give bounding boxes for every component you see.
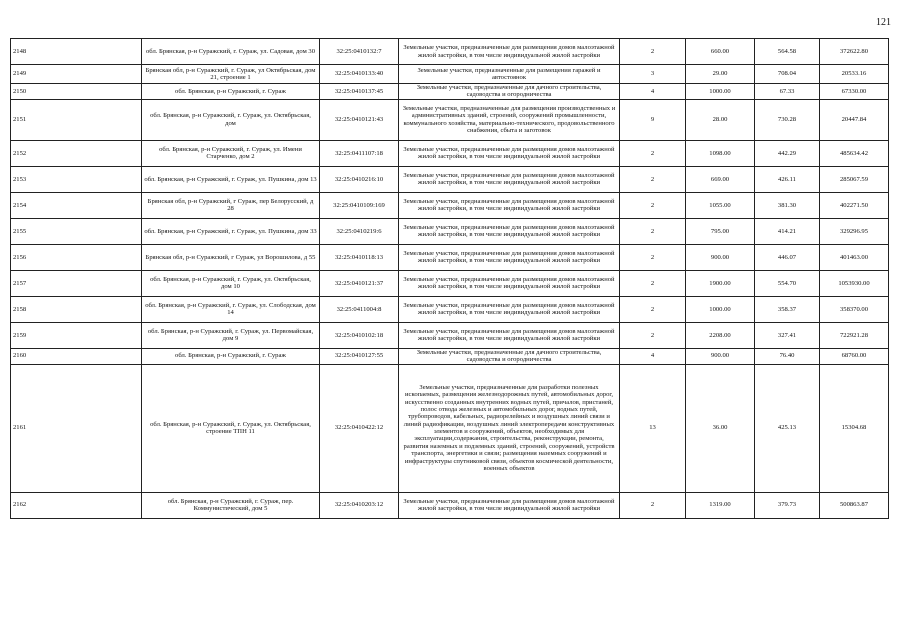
address-cell: обл. Брянская, р-н Суражский, г. Сураж, ул. Октябрьская, дом	[142, 99, 320, 140]
area-cell: 1098.00	[686, 140, 755, 166]
table-row	[11, 364, 889, 492]
land-use-cell: Земельные участки, предназначенные для дачного строительства, садоводства и огородничества	[399, 84, 620, 100]
land-use-cell: Земельные участки, предназначенные для размещения домов малоэтажной жилой застройки, в том числе индивидуальной жилой застройки	[399, 140, 620, 166]
group-code-cell: 4	[620, 348, 686, 364]
cadastral-number-cell: 32:25:0410127:55	[320, 348, 399, 364]
area-cell: 1000.00	[686, 296, 755, 322]
row-number: 2158	[11, 296, 142, 322]
row-number: 2162	[11, 492, 142, 518]
area-cell: 2208.00	[686, 322, 755, 348]
area-cell: 29.00	[686, 65, 755, 84]
table-row	[11, 166, 889, 192]
cadastral-number-cell: 32:25:0410102:18	[320, 322, 399, 348]
address-cell: обл. Брянская, р-н Суражский, г. Сураж, ул. Октябрьская, дом 10	[142, 270, 320, 296]
cadastral-value-cell: 20447.84	[820, 99, 889, 140]
address-cell: обл. Брянская, р-н Суражский, г. Сураж, ул. Первомайская, дом 9	[142, 322, 320, 348]
cadastral-number-cell: 32:25:0410203:12	[320, 492, 399, 518]
cadastral-number-cell: 32:25:0410121:43	[320, 99, 399, 140]
cadastral-number-cell: 32:25:0410219:6	[320, 218, 399, 244]
cadastral-value-cell: 15304.68	[820, 364, 889, 492]
area-cell: 36.00	[686, 364, 755, 492]
row-number: 2149	[11, 65, 142, 84]
cadastral-number-cell: 32:25:0411107:18	[320, 140, 399, 166]
row-number: 2155	[11, 218, 142, 244]
group-code-cell: 13	[620, 364, 686, 492]
land-use-cell: Земельные участки, предназначенные для размещения домов малоэтажной жилой застройки, в том числе индивидуальной жилой застройки	[399, 270, 620, 296]
area-cell: 669.00	[686, 166, 755, 192]
cadastral-number-cell: 32:25:0410422:12	[320, 364, 399, 492]
cadastral-number-cell: 32:25:0410109:169	[320, 192, 399, 218]
group-code-cell: 2	[620, 166, 686, 192]
specific-value-cell: 708.04	[755, 65, 820, 84]
land-use-cell: Земельные участки, предназначенные для размещения производственных и административных зданий, строений, сооружений промышленности, коммунального хозяйства, материально-технического, продовольственного снабжения, сбыта и заготовок	[399, 99, 620, 140]
cadastral-value-cell: 500863.87	[820, 492, 889, 518]
land-use-cell: Земельные участки, предназначенные для размещения домов малоэтажной жилой застройки, в том числе индивидуальной жилой застройки	[399, 296, 620, 322]
row-number: 2157	[11, 270, 142, 296]
specific-value-cell: 426.11	[755, 166, 820, 192]
table-row	[11, 348, 889, 364]
cadastral-value-cell: 20533.16	[820, 65, 889, 84]
specific-value-cell: 730.28	[755, 99, 820, 140]
address-cell: Брянская обл, р-н Суражский, г Сураж, ул Ворошилова, д 55	[142, 244, 320, 270]
cadastral-number-cell: 32:25:0410132:7	[320, 39, 399, 65]
area-cell: 795.00	[686, 218, 755, 244]
table-row	[11, 218, 889, 244]
specific-value-cell: 414.21	[755, 218, 820, 244]
table-row	[11, 270, 889, 296]
row-number: 2154	[11, 192, 142, 218]
cadastral-value-cell: 485634.42	[820, 140, 889, 166]
specific-value-cell: 564.58	[755, 39, 820, 65]
table-row	[11, 84, 889, 100]
land-use-cell: Земельные участки, предназначенные для размещения гаражей и автостоянок	[399, 65, 620, 84]
specific-value-cell: 358.37	[755, 296, 820, 322]
land-use-cell: Земельные участки, предназначенные для размещения домов малоэтажной жилой застройки, в том числе индивидуальной жилой застройки	[399, 492, 620, 518]
cadastral-value-cell: 358370.00	[820, 296, 889, 322]
cadastral-value-cell: 329296.95	[820, 218, 889, 244]
group-code-cell: 2	[620, 270, 686, 296]
row-number: 2156	[11, 244, 142, 270]
row-number: 2148	[11, 39, 142, 65]
table-row	[11, 39, 889, 65]
land-use-cell: Земельные участки, предназначенные для размещения домов малоэтажной жилой застройки, в том числе индивидуальной жилой застройки	[399, 166, 620, 192]
cadastral-value-cell: 285067.59	[820, 166, 889, 192]
cadastral-value-cell: 68760.00	[820, 348, 889, 364]
row-number: 2159	[11, 322, 142, 348]
specific-value-cell: 379.73	[755, 492, 820, 518]
table-row	[11, 322, 889, 348]
area-cell: 660.00	[686, 39, 755, 65]
address-cell: обл. Брянская, р-н Суражский, г. Сураж, ул. Пушкина, дом 13	[142, 166, 320, 192]
row-number: 2153	[11, 166, 142, 192]
row-number: 2151	[11, 99, 142, 140]
group-code-cell: 4	[620, 84, 686, 100]
address-cell: обл. Брянская, р-н Суражский, г. Сураж	[142, 84, 320, 100]
group-code-cell: 2	[620, 492, 686, 518]
area-cell: 1055.00	[686, 192, 755, 218]
cadastral-value-cell: 67330.00	[820, 84, 889, 100]
cadastral-value-cell: 1053930.00	[820, 270, 889, 296]
specific-value-cell: 442.29	[755, 140, 820, 166]
cadastral-number-cell: 32:25:0411004:8	[320, 296, 399, 322]
group-code-cell: 2	[620, 39, 686, 65]
group-code-cell: 2	[620, 192, 686, 218]
area-cell: 28.00	[686, 99, 755, 140]
address-cell: Брянская обл, р-н Суражский, г Сураж, пер Белорусский, д 28	[142, 192, 320, 218]
row-number: 2161	[11, 364, 142, 492]
address-cell: обл. Брянская, р-н Суражский, г. Сураж, ул. Садовая, дом 30	[142, 39, 320, 65]
address-cell: обл. Брянская, р-н Суражский, г. Сураж, пер. Коммунистический, дом 5	[142, 492, 320, 518]
group-code-cell: 3	[620, 65, 686, 84]
address-cell: обл. Брянская, р-н Суражский, г. Сураж, ул. Октябрьская, строение ТПН 11	[142, 364, 320, 492]
group-code-cell: 2	[620, 296, 686, 322]
land-use-cell: Земельные участки, предназначенные для размещения домов малоэтажной жилой застройки, в том числе индивидуальной жилой застройки	[399, 192, 620, 218]
table-row	[11, 244, 889, 270]
page-number: 121	[876, 17, 891, 28]
group-code-cell: 2	[620, 244, 686, 270]
table-row	[11, 65, 889, 84]
land-use-cell: Земельные участки, предназначенные для дачного строительства, садоводства и огородничества	[399, 348, 620, 364]
land-use-cell: Земельные участки, предназначенные для размещения домов малоэтажной жилой застройки, в том числе индивидуальной жилой застройки	[399, 39, 620, 65]
specific-value-cell: 381.30	[755, 192, 820, 218]
cadastral-number-cell: 32:25:0410121:37	[320, 270, 399, 296]
land-use-cell: Земельные участки, предназначенные для размещения домов малоэтажной жилой застройки, в том числе индивидуальной жилой застройки	[399, 218, 620, 244]
group-code-cell: 9	[620, 99, 686, 140]
table-row	[11, 192, 889, 218]
land-use-cell: Земельные участки, предназначенные для размещения домов малоэтажной жилой застройки, в том числе индивидуальной жилой застройки	[399, 322, 620, 348]
cadastral-number-cell: 32:25:0410118:13	[320, 244, 399, 270]
address-cell: Брянская обл, р-н Суражский, г. Сураж, ул Октябрьская, дом 21, строение 1	[142, 65, 320, 84]
area-cell: 1000.00	[686, 84, 755, 100]
land-use-cell: Земельные участки, предназначенные для размещения домов малоэтажной жилой застройки, в том числе индивидуальной жилой застройки	[399, 244, 620, 270]
cadastral-number-cell: 32:25:0410216:10	[320, 166, 399, 192]
area-cell: 1319.00	[686, 492, 755, 518]
cadastral-value-cell: 722921.28	[820, 322, 889, 348]
row-number: 2152	[11, 140, 142, 166]
table-row	[11, 140, 889, 166]
group-code-cell: 2	[620, 140, 686, 166]
area-cell: 1900.00	[686, 270, 755, 296]
cadastral-value-table	[10, 38, 889, 519]
address-cell: обл. Брянская, р-н Суражский, г. Сураж, ул. Имени Старченко, дом 2	[142, 140, 320, 166]
specific-value-cell: 76.40	[755, 348, 820, 364]
specific-value-cell: 327.41	[755, 322, 820, 348]
cadastral-value-cell: 402271.50	[820, 192, 889, 218]
cadastral-number-cell: 32:25:0410137:45	[320, 84, 399, 100]
area-cell: 900.00	[686, 348, 755, 364]
group-code-cell: 2	[620, 322, 686, 348]
cadastral-number-cell: 32:25:0410133:40	[320, 65, 399, 84]
cadastral-value-cell: 372622.80	[820, 39, 889, 65]
table-row	[11, 99, 889, 140]
table-row	[11, 296, 889, 322]
specific-value-cell: 425.13	[755, 364, 820, 492]
table-row	[11, 492, 889, 518]
address-cell: обл. Брянская, р-н Суражский, г. Сураж, ул. Пушкина, дом 33	[142, 218, 320, 244]
area-cell: 900.00	[686, 244, 755, 270]
specific-value-cell: 446.07	[755, 244, 820, 270]
land-use-cell: Земельные участки, предназначенные для разработки полезных ископаемых, размещения железнодорожных путей, автомобильных дорог, искусственно созданных внутренних водных путей, причалов, пристаней, полос отвода железных и автомобильных дорог, водных путей, трубопроводов, кабельных, радиорелейных и воздушных линий связи и линий радиофикации, воздушных линий электропередачи конструктивных элементов и сооружений, объектов, необходимых для эксплуатации,содержания, строительства, реконструкции, ремонта, развития наземных и подземных зданий, строений, сооружений, устройств транспорта, энергетики и связи; размещения наземных сооружений и инфраструктуры спутниковой связи, объектов космической деятельности, военных объектов	[399, 364, 620, 492]
address-cell: обл. Брянская, р-н Суражский, г. Сураж, ул. Слободская, дом 14	[142, 296, 320, 322]
row-number: 2150	[11, 84, 142, 100]
cadastral-value-cell: 401463.00	[820, 244, 889, 270]
specific-value-cell: 554.70	[755, 270, 820, 296]
specific-value-cell: 67.33	[755, 84, 820, 100]
address-cell: обл. Брянская, р-н Суражский, г. Сураж	[142, 348, 320, 364]
row-number: 2160	[11, 348, 142, 364]
group-code-cell: 2	[620, 218, 686, 244]
